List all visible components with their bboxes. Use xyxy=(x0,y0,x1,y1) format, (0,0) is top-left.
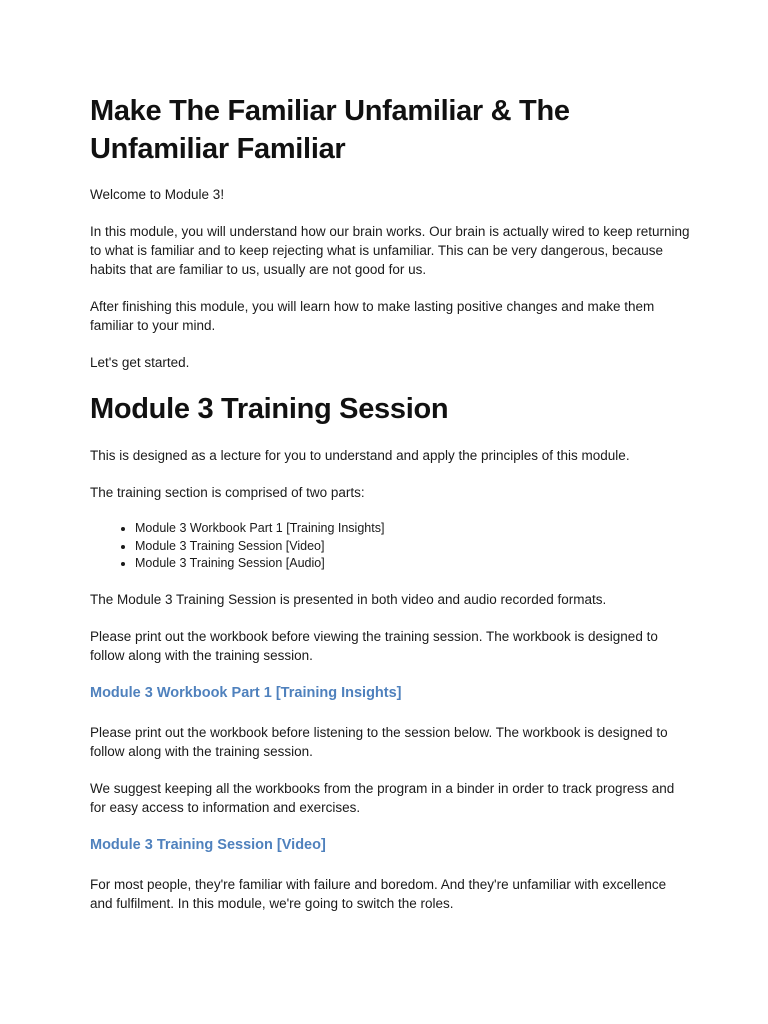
training-parts-list xyxy=(90,520,690,573)
intro-paragraph-1: In this module, you will understand how our brain works. Our brain is actually wired to keep returning to what is familiar and to keep rejecting what is unfamiliar. This can be very dangerous, because habits that are familiar to us, usually are not good for us. xyxy=(90,224,690,277)
intro-paragraph-2: After finishing this module, you will learn how to make lasting positive changes and make them familiar to your mind. xyxy=(90,299,655,333)
list-item: • Module 3 Training Session [Video] xyxy=(135,538,690,556)
workbook-paragraph-1: Please print out the workbook before listening to the session below. The workbook is designed to follow along with the training session. xyxy=(90,724,668,759)
workbook-heading: Module 3 Workbook Part 1 [Training Insights] xyxy=(90,684,402,701)
intro-paragraph-3: Let's get started. xyxy=(90,355,190,370)
training-paragraph-3: The Module 3 Training Session is presented in both video and audio recorded formats. xyxy=(90,591,607,607)
welcome-text: Welcome to Module 3! xyxy=(90,187,225,202)
video-paragraph-1: For most people, they're familiar with failure and boredom. And they're unfamiliar with excellence and fulfilment. In this module, we're going to switch the roles. xyxy=(90,876,667,911)
training-paragraph-1: This is designed as a lecture for you to understand and apply the principles of this module. xyxy=(90,448,630,463)
workbook-paragraph-2: We suggest keeping all the workbooks from the program in a binder in order to track progress and for easy access to information and exercises. xyxy=(90,780,675,815)
document-page xyxy=(90,92,690,931)
training-paragraph-4: Please print out the workbook before viewing the training session. The workbook is designed to follow along with the training session. xyxy=(90,628,658,663)
list-item: • Module 3 Workbook Part 1 [Training Insights] xyxy=(135,520,690,538)
list-item: • Module 3 Training Session [Audio] xyxy=(135,555,690,573)
video-heading: Module 3 Training Session [Video] xyxy=(90,836,326,853)
training-heading: Module 3 Training Session xyxy=(90,393,449,425)
training-paragraph-2: The training section is comprised of two parts: xyxy=(90,485,365,500)
page-title: Make The Familiar Unfamiliar & The Unfamiliar Familiar xyxy=(90,95,570,165)
